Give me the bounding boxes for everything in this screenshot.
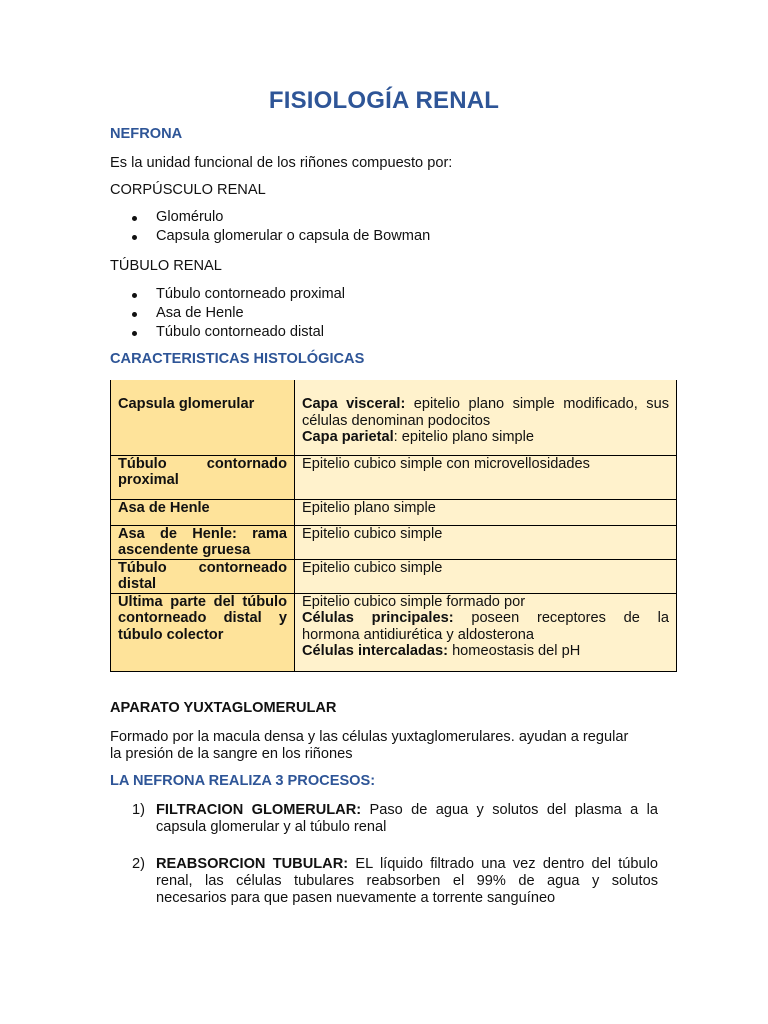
- table-cell-structure: Asa de Henle: [111, 499, 295, 525]
- capa-visceral-text-2: células denominan podocitos: [302, 412, 491, 429]
- proceso-text-2: renal, las células tubulares reabsorben el 99% de agua y solutos: [156, 873, 658, 889]
- proceso-text-3: necesarios para que pasen nuevamente a torrente sanguíneo: [156, 890, 556, 906]
- table-cell-structure: [111, 559, 295, 593]
- table-row: [111, 559, 677, 593]
- list-item: Túbulo contorneado proximal: [128, 285, 345, 304]
- capa-visceral-label: Capa visceral:: [302, 396, 406, 412]
- table-cell-structure: [111, 593, 295, 672]
- heading-procesos: LA NEFRONA REALIZA 3 PROCESOS:: [110, 773, 376, 789]
- proceso-text: EL líquido filtrado una vez dentro del túbulo: [348, 856, 658, 872]
- table-cell-epithelium: [295, 593, 677, 672]
- proceso-label: FILTRACION GLOMERULAR:: [156, 802, 362, 818]
- structure-line: ascendente gruesa: [118, 542, 251, 558]
- proceso-number: 2): [132, 856, 145, 872]
- table-row: [111, 593, 677, 672]
- list-item: Capsula glomerular o capsula de Bowman: [128, 227, 430, 246]
- proceso-label: REABSORCION TUBULAR:: [156, 856, 349, 872]
- table-cell-epithelium: Epitelio plano simple: [295, 499, 677, 525]
- list-item: Túbulo contorneado distal: [128, 323, 345, 342]
- aparato-line-2: la presión de la sangre en los riñones: [110, 746, 353, 762]
- epithelium-line: hormona antidiurética y aldosterona: [302, 626, 535, 643]
- epithelium-line: Epitelio cubico simple formado por: [302, 593, 526, 610]
- proceso-text: Paso de agua y solutos del plasma a la: [361, 802, 658, 818]
- table-row: [111, 380, 677, 455]
- proceso-number: 1): [132, 802, 145, 818]
- table-cell-epithelium: Epitelio cubico simple: [295, 525, 677, 559]
- table-row: [111, 499, 677, 525]
- table-cell-epithelium: Epitelio cubico simple: [295, 559, 677, 593]
- table-cell-structure: Capsula glomerular: [111, 380, 295, 455]
- aparato-line-1: Formado por la macula densa y las células yuxtaglomerulares. ayudan a regular: [110, 729, 629, 745]
- capa-visceral-text: epitelio plano simple modificado, sus: [405, 396, 669, 412]
- nefrona-intro: Es la unidad funcional de los riñones compuesto por:: [110, 155, 453, 171]
- capa-parietal-label: Capa parietal: [302, 429, 394, 445]
- histology-table: [110, 380, 677, 672]
- heading-aparato: APARATO YUXTAGLOMERULAR: [110, 700, 337, 716]
- heading-histologicas: CARACTERISTICAS HISTOLÓGICAS: [110, 351, 365, 367]
- structure-line: distal: [118, 576, 157, 592]
- tubulo-list: [128, 285, 345, 342]
- table-row: [111, 455, 677, 499]
- structure-line: Asa de Henle: rama: [118, 525, 287, 542]
- tubulo-label: TÚBULO RENAL: [110, 258, 222, 274]
- structure-line: túbulo colector: [118, 626, 224, 643]
- celulas-intercaladas-label: Células intercaladas:: [302, 643, 449, 659]
- celulas-intercaladas-text: homeostasis del pH: [448, 643, 581, 659]
- list-item: Glomérulo: [128, 208, 430, 227]
- celulas-principales-label: Células principales:: [302, 610, 454, 626]
- corpusculo-list: [128, 208, 430, 246]
- heading-nefrona: NEFRONA: [110, 126, 183, 142]
- table-cell-structure: [111, 455, 295, 499]
- table-cell-epithelium: Epitelio cubico simple con microvellosidades: [295, 455, 677, 499]
- table-cell-structure: [111, 525, 295, 559]
- corpusculo-label: CORPÚSCULO RENAL: [110, 182, 266, 198]
- page-title: FISIOLOGÍA RENAL: [268, 87, 500, 114]
- proceso-text-2: capsula glomerular y al túbulo renal: [156, 819, 387, 835]
- capa-parietal-text: : epitelio plano simple: [393, 429, 534, 445]
- table-row: [111, 525, 677, 559]
- structure-line: contorneado distal y: [118, 610, 287, 626]
- celulas-principales-text: poseen receptores de la: [453, 610, 669, 626]
- structure-line: Ultima parte del túbulo: [118, 593, 287, 610]
- structure-line: Túbulo contornado: [118, 455, 287, 472]
- structure-line: proximal: [118, 472, 179, 488]
- list-item: Asa de Henle: [128, 304, 345, 323]
- structure-line: Túbulo contorneado: [118, 559, 287, 576]
- table-cell-epithelium: [295, 380, 677, 455]
